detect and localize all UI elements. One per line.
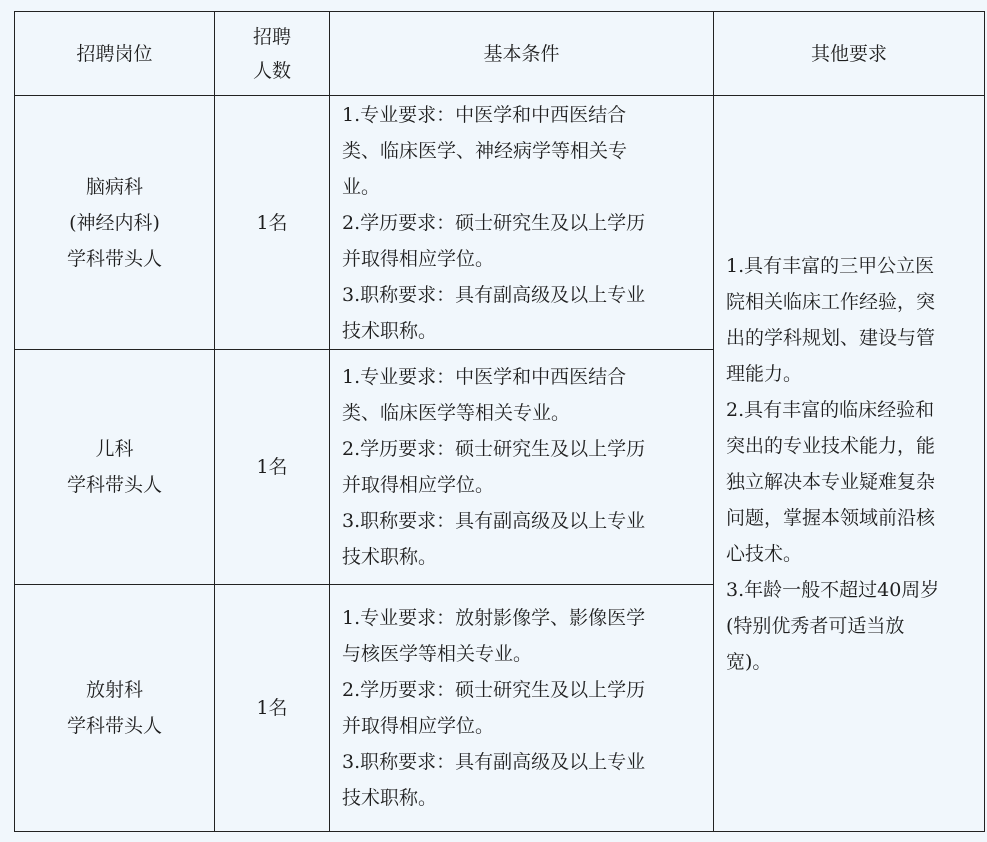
header-position: 招聘岗位 bbox=[15, 12, 215, 96]
count-cell: 1名 bbox=[215, 585, 330, 832]
recruitment-table bbox=[14, 11, 985, 832]
header-basic-conditions: 基本条件 bbox=[330, 12, 714, 96]
header-count: 招聘 人数 bbox=[215, 12, 330, 96]
other-requirements-cell: 1.具有丰富的三甲公立医 院相关临床工作经验，突 出的学科规划、建设与管 理能力。 2.具有丰富的临床经验和 突出的专业技术能力，能 独立解决本专业疑难复杂 问题，掌握本领域前沿核 心技术。 3.年龄一般不超过40周岁 (特别优秀者可适当放 宽)。 bbox=[714, 96, 985, 832]
count-cell: 1名 bbox=[215, 350, 330, 585]
position-cell bbox=[15, 96, 215, 350]
position-line: (神经内科) bbox=[69, 211, 160, 234]
table-header-row bbox=[15, 12, 985, 96]
recruitment-table-container bbox=[14, 11, 985, 832]
position-line: 学科带头人 bbox=[66, 247, 162, 270]
basic-conditions-cell: 1.专业要求：中医学和中西医结合 类、临床医学、神经病学等相关专 业。 2.学历要求：硕士研究生及以上学历 并取得相应学位。 3.职称要求：具有副高级及以上专业 技术职称。 bbox=[330, 96, 714, 350]
basic-conditions-cell: 1.专业要求：中医学和中西医结合 类、临床医学等相关专业。 2.学历要求：硕士研究生及以上学历 并取得相应学位。 3.职称要求：具有副高级及以上专业 技术职称。 bbox=[330, 350, 714, 585]
count-cell: 1名 bbox=[215, 96, 330, 350]
position-line: 脑病科 bbox=[85, 175, 143, 198]
header-other-requirements: 其他要求 bbox=[714, 12, 985, 96]
position-cell: 放射科 学科带头人 bbox=[15, 585, 215, 832]
position-cell: 儿科 学科带头人 bbox=[15, 350, 215, 585]
basic-conditions-cell: 1.专业要求：放射影像学、影像医学 与核医学等相关专业。 2.学历要求：硕士研究生及以上学历 并取得相应学位。 3.职称要求：具有副高级及以上专业 技术职称。 bbox=[330, 585, 714, 832]
table-row bbox=[15, 96, 985, 350]
